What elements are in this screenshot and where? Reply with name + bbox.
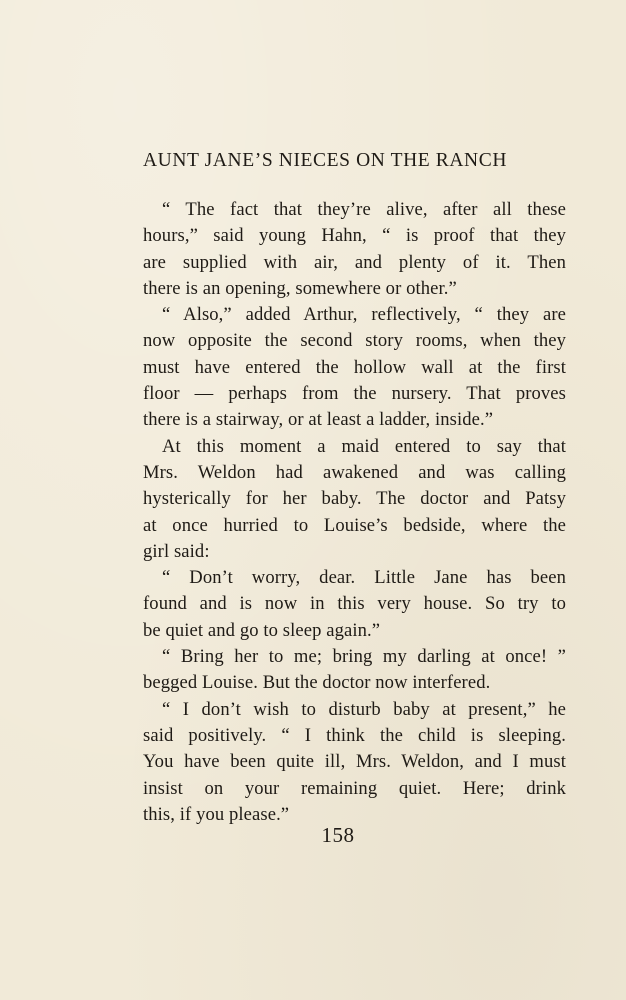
text-line: floor — perhaps from the nursery. That proves <box>143 383 566 405</box>
body-text <box>143 197 566 828</box>
text-line: be quiet and go to sleep again.” <box>143 619 381 641</box>
page-number: 158 <box>321 823 355 847</box>
text-line: Mrs. Weldon had awakened and was calling <box>143 461 566 483</box>
text-line: found and is now in this very house. So try to <box>143 593 566 615</box>
text-line: insist on your remaining quiet. Here; drink <box>143 777 566 799</box>
text-line: “ Bring her to me; bring my darling at once! ” <box>162 646 566 668</box>
text-line: must have entered the hollow wall at the first <box>143 356 566 378</box>
text-line: “ Also,” added Arthur, reflectively, “ they are <box>162 304 566 326</box>
text-line: hours,” said young Hahn, “ is proof that they <box>143 225 566 247</box>
text-line: said positively. “ I think the child is sleeping. <box>143 724 566 746</box>
text-line: “ The fact that they’re alive, after all these <box>162 199 566 220</box>
text-line: at once hurried to Louise’s bedside, where the <box>143 514 566 536</box>
running-head: AUNT JANE’S NIECES ON THE RANCH <box>143 150 508 171</box>
text-line: now opposite the second story rooms, when they <box>143 330 566 352</box>
text-line: this, if you please.” <box>143 803 290 825</box>
text-line: At this moment a maid entered to say that <box>162 435 566 457</box>
text-line: there is an opening, somewhere or other.” <box>143 277 457 299</box>
text-line: hysterically for her baby. The doctor and Patsy <box>143 488 566 510</box>
text-line: “ I don’t wish to disturb baby at present,” he <box>162 698 566 720</box>
text-line: there is a stairway, or at least a ladder, inside.” <box>143 409 494 431</box>
text-line: You have been quite ill, Mrs. Weldon, and I must <box>143 751 566 773</box>
text-line: “ Don’t worry, dear. Little Jane has been <box>162 567 566 589</box>
text-line: are supplied with air, and plenty of it. Then <box>143 251 566 273</box>
text-line: girl said: <box>143 540 210 562</box>
text-line: begged Louise. But the doctor now interfered. <box>143 672 491 694</box>
